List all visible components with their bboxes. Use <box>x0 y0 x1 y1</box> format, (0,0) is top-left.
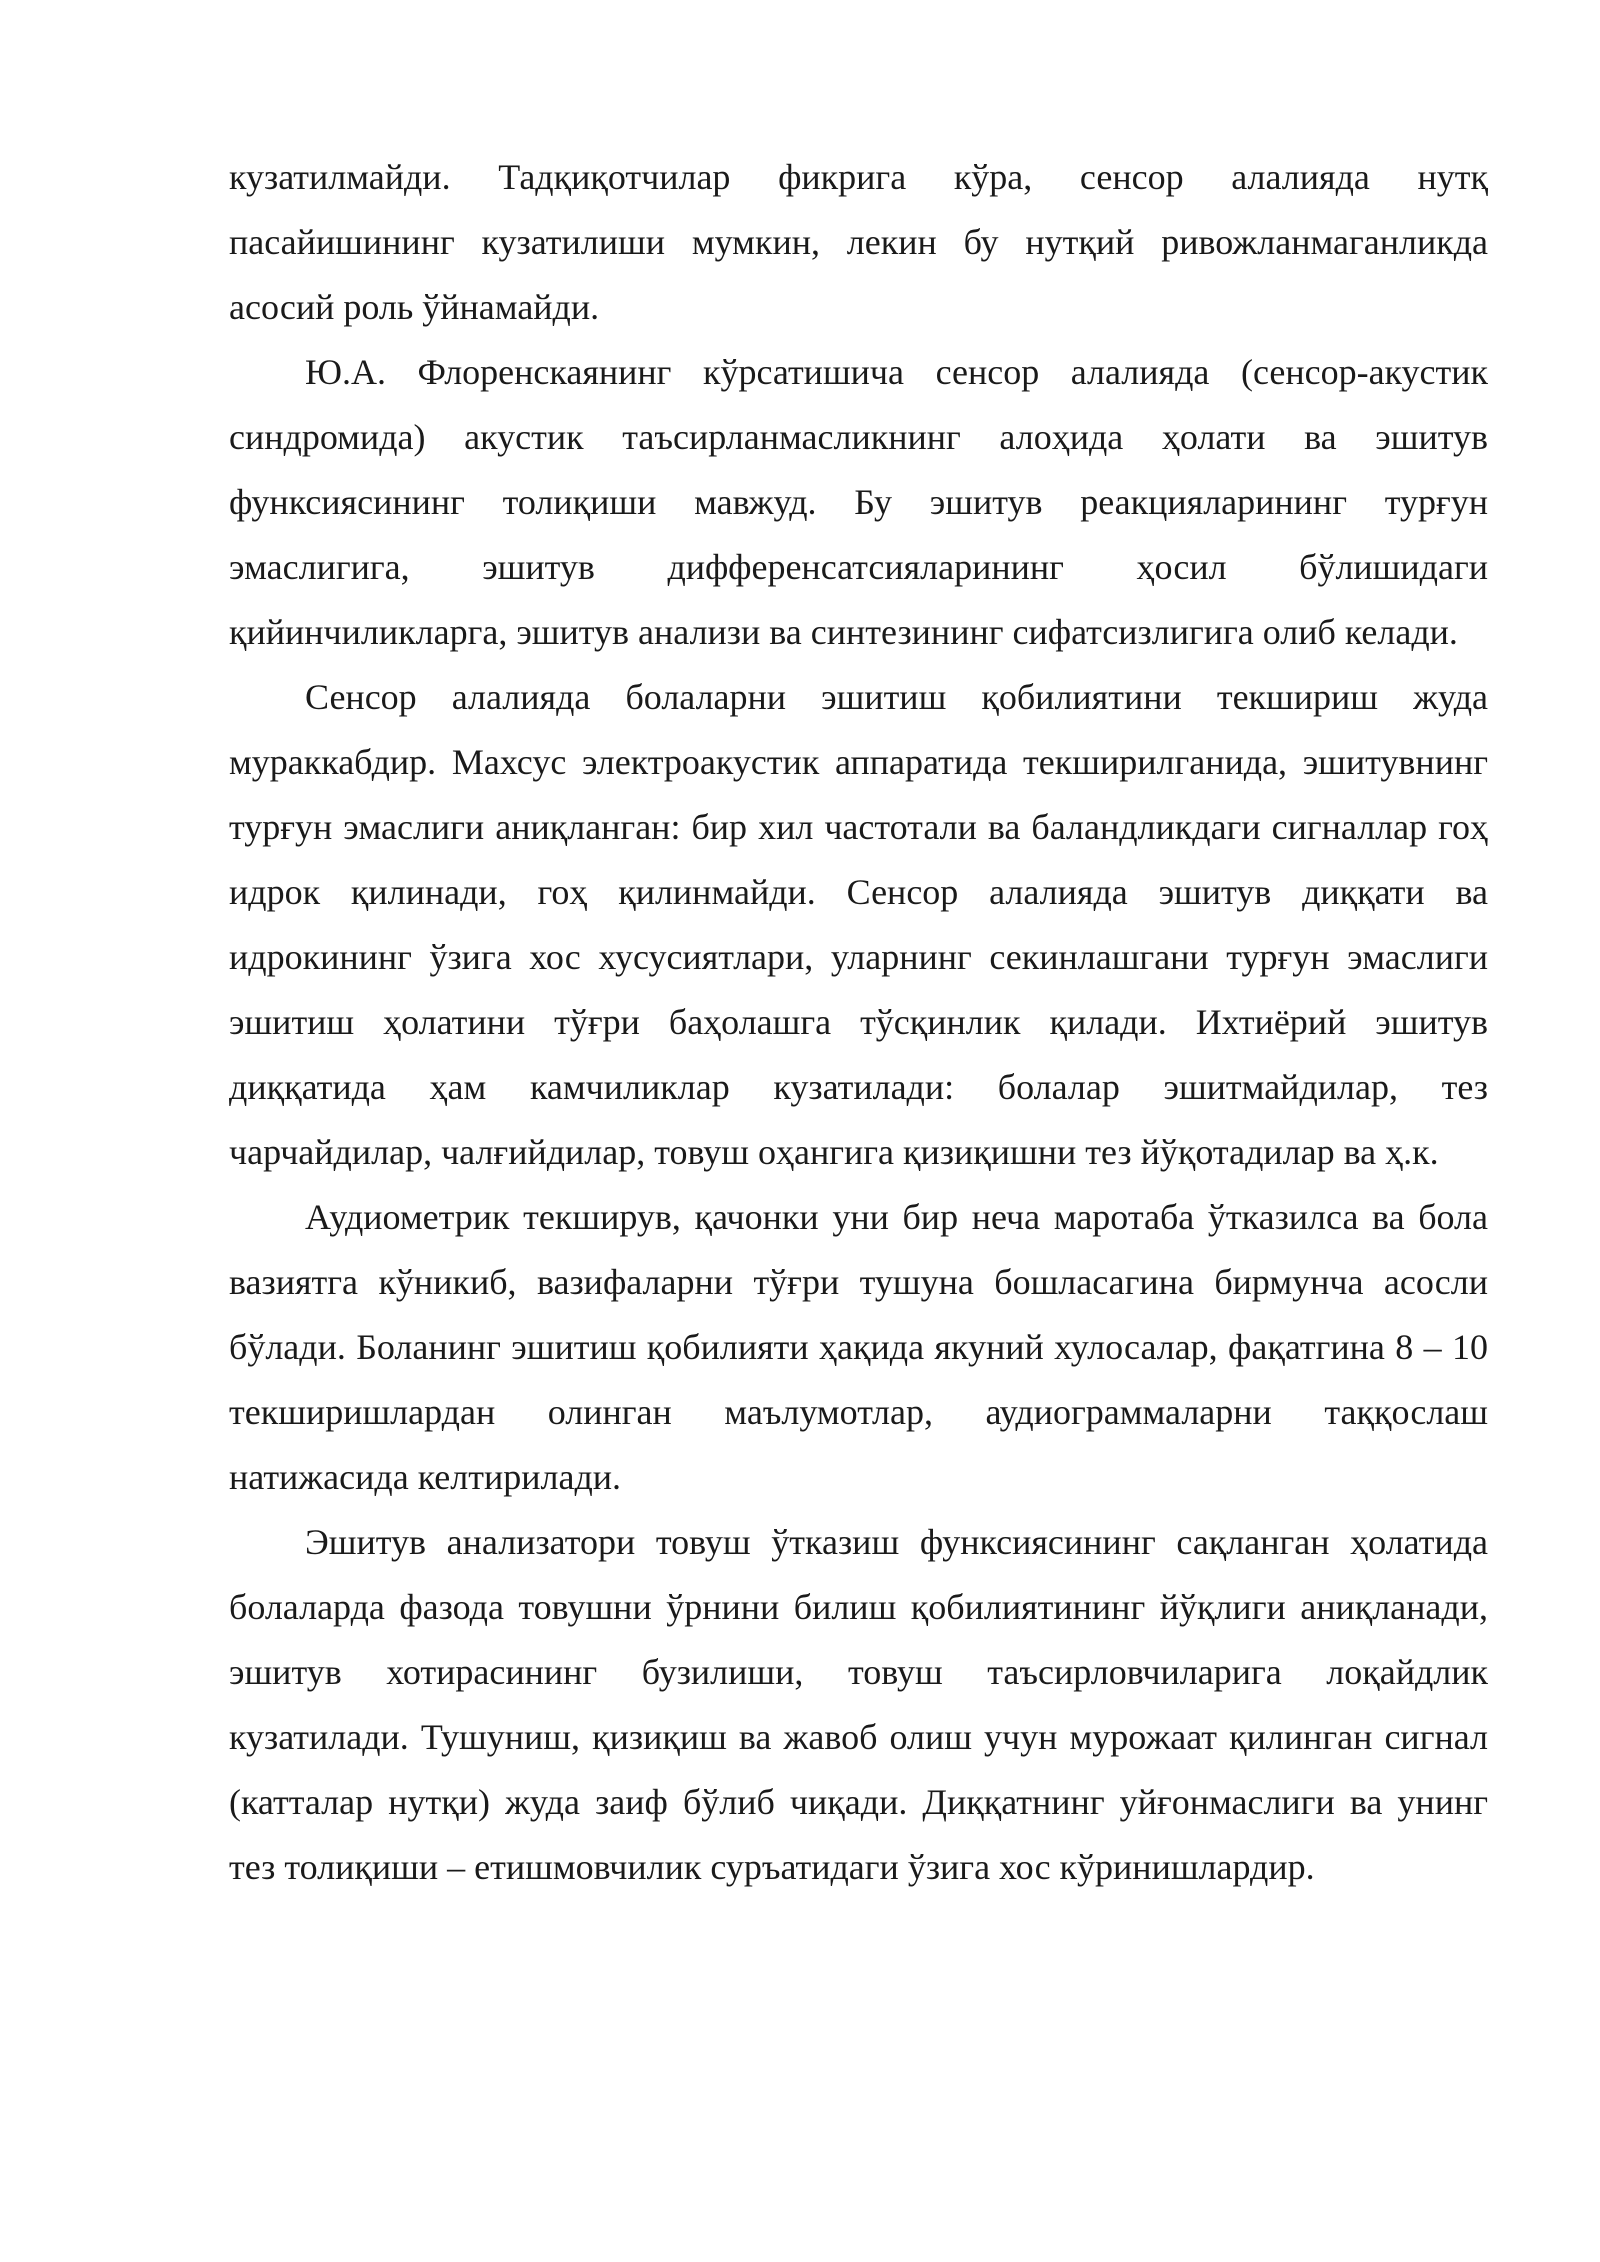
paragraph-hearing-testing: Сенсор алалияда болаларни эшитиш қобилиятини текшириш жуда мураккабдир. Махсус электроакустик аппаратида текширилганида, эшитувнинг турғун эмаслиги аниқланган: бир хил частотали ва баландликдаги сигналлар гоҳ идрок қилинади, гоҳ қилинмайди. Сенсор алалияда эшитув диққати ва идрокининг ўзига хос хусусиятлари, уларнинг секинлашгани турғун эмаслиги эшитиш ҳолатини тўғри баҳолашга тўсқинлик қилади. Ихтиёрий эшитув диққатида ҳам камчиликлар кузатилади: болалар эшитмайдилар, тез чарчайдилар, чалғийдилар, товуш оҳангига қизиқишни тез йўқотадилар ва ҳ.к. <box>229 677 1488 1172</box>
document-page <box>229 145 1488 1900</box>
paragraph-audiometric: Аудиометрик текширув, қачонки уни бир неча маротаба ўтказилса ва бола вазиятга кўникиб, вазифаларни тўғри тушуна бошласагина бирмунча асосли бўлади. Боланинг эшитиш қобилияти ҳақида якуний хулосалар, фақатгина 8 – 10 текширишлардан олинган маълумотлар, аудиограммаларни таққослаш натижасида келтирилади. <box>229 1197 1488 1497</box>
paragraph-continuation: кузатилмайди. Тадқиқотчилар фикрига кўра, сенсор алалияда нутқ пасайишининг кузатилиши мумкин, лекин бу нутқий ривожланмаганликда асосий роль ўйнамайди. <box>229 157 1488 327</box>
paragraph-florenskaya: Ю.А. Флоренскаянинг кўрсатишича сенсор алалияда (сенсор-акустик синдромида) акустик таъсирланмасликнинг алоҳида ҳолати ва эшитув функсиясининг толиқиши мавжуд. Бу эшитув реакцияларининг турғун эмаслигига, эшитув дифференсатсияларининг ҳосил бўлишидаги қийинчиликларга, эшитув анализи ва синтезининг сифатсизлигига олиб келади. <box>229 352 1488 652</box>
paragraph-auditory-analyzer: Эшитув анализатори товуш ўтказиш функсиясининг сақланган ҳолатида болаларда фазода товушни ўрнини билиш қобилиятининг йўқлиги аниқланади, эшитув хотирасининг бузилиши, товуш таъсирловчиларига лоқайдлик кузатилади. Тушуниш, қизиқиш ва жавоб олиш учун мурожаат қилинган сигнал (катталар нутқи) жуда заиф бўлиб чиқади. Диққатнинг уйғонмаслиги ва унинг тез толиқиши – етишмовчилик суръатидаги ўзига хос кўринишлардир. <box>229 1522 1488 1887</box>
